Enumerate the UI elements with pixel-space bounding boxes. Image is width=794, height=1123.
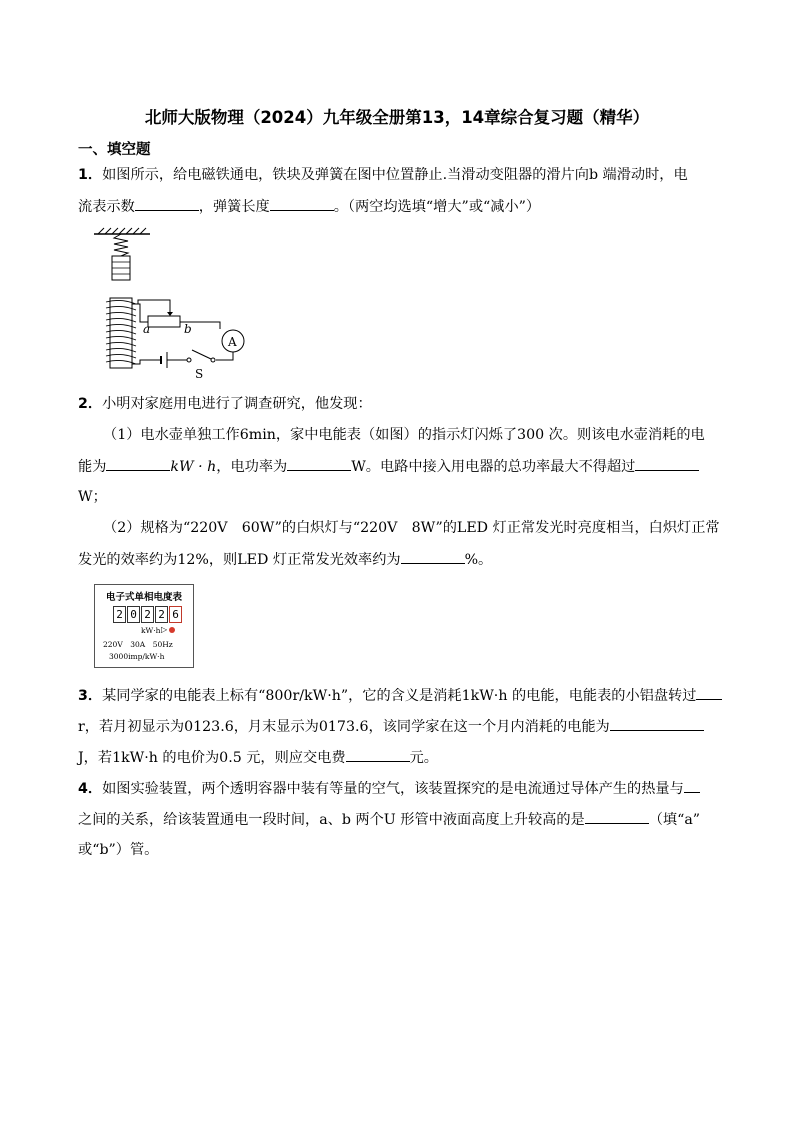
meter-digit: 2 xyxy=(141,606,154,623)
q1-text-2b: ，弹簧长度 xyxy=(198,199,270,215)
meter-digits xyxy=(113,606,183,623)
q3-blank-1[interactable] xyxy=(696,685,722,700)
electromagnet xyxy=(106,298,136,368)
led-dot-icon xyxy=(169,627,175,633)
electromagnet-circuit-figure xyxy=(88,226,258,386)
q1-line-1 xyxy=(78,165,688,185)
q2-p2-text-2b: %。 xyxy=(464,552,493,568)
q2-p1-line-3: W； xyxy=(78,489,107,505)
q3-blank-2[interactable] xyxy=(610,716,704,731)
page-title: 北师大版物理（2024）九年级全册第13，14章综合复习题（精华） xyxy=(144,108,650,127)
q2-unit-kwh: kW · h xyxy=(170,459,217,475)
q3-text-3b: 元。 xyxy=(409,750,438,766)
iron-block xyxy=(112,256,130,280)
q2-p1-line-2 xyxy=(78,456,699,477)
q1-text-1: 如图所示，给电磁铁通电，铁块及弹簧在图中位置静止.当滑动变阻器的滑片向b 端滑动时，电 xyxy=(102,167,688,183)
q2-p1-line-1: （1）电水壶单独工作6min，家中电能表（如图）的指示灯闪烁了300 次。则该电水壶消耗的电 xyxy=(103,427,705,443)
meter-led-label: ▷ xyxy=(161,625,168,634)
label-a: a xyxy=(143,322,151,336)
electric-meter-figure xyxy=(94,584,194,668)
q2-p2-text-2a: 发光的效率约为12%，则LED 灯正常发光效率约为 xyxy=(78,552,401,568)
q3-blank-3[interactable] xyxy=(346,747,410,762)
q2-p1-text-2c: W。电路中接入用电器的总功率最大不得超过 xyxy=(351,459,636,475)
q2-blank-4[interactable] xyxy=(401,549,465,564)
meter-unit: kW·h xyxy=(141,626,161,635)
q2-p2-line-2 xyxy=(78,549,492,570)
q2-blank-1[interactable] xyxy=(106,456,170,471)
q1-text-2c: 。（两空均选填“增大”或“减小”） xyxy=(333,199,541,215)
q4-text-1: 如图实验装置，两个透明容器中装有等量的空气，该装置探究的是电流通过导体产生的热量与 xyxy=(102,781,684,797)
q1-line-2 xyxy=(78,196,540,217)
q2-number: 2． xyxy=(78,396,103,412)
section-heading: 一、填空题 xyxy=(78,142,151,158)
meter-imp: 3000imp/kW·h xyxy=(109,652,165,661)
q1-blank-1[interactable] xyxy=(135,196,199,211)
meter-digit: 2 xyxy=(113,606,126,623)
q2-intro: 小明对家庭用电进行了调查研究，他发现： xyxy=(102,396,372,412)
meter-digit: 2 xyxy=(155,606,168,623)
q4-line-1 xyxy=(78,778,700,799)
q4-number: 4． xyxy=(78,781,103,797)
q3-line-2 xyxy=(78,716,704,737)
q3-text-3a: J，若1kW·h 的电价为0.5 元，则应交电费 xyxy=(78,750,346,766)
q1-blank-2[interactable] xyxy=(270,196,334,211)
q4-text-2a: 之间的关系，给该装置通电一段时间，a、b 两个U 形管中液面高度上升较高的是 xyxy=(78,812,585,828)
q3-line-1 xyxy=(78,685,722,706)
meter-led-indicator xyxy=(161,625,175,634)
q4-line-2 xyxy=(78,809,700,830)
switch xyxy=(187,350,215,362)
label-ammeter: A xyxy=(228,335,237,349)
battery xyxy=(161,352,167,368)
q4-blank-2[interactable] xyxy=(585,809,649,824)
meter-title: 电子式单相电度表 xyxy=(105,592,182,603)
label-switch: S xyxy=(195,367,204,381)
q2-blank-3[interactable] xyxy=(635,456,699,471)
q1-text-2a: 流表示数 xyxy=(78,199,135,215)
q4-blank-1[interactable] xyxy=(684,778,700,793)
q3-text-1: 某同学家的电能表上标有“800r/kW·h”，它的含义是消耗1kW·h 的电能，电能表的小铝盘转过 xyxy=(102,688,697,704)
q2-line-intro xyxy=(78,394,372,414)
q2-p2-line-1: （2）规格为“220V 60W”的白炽灯与“220V 8W”的LED 灯正常发光时亮度相当，白炽灯正常 xyxy=(103,520,720,536)
q2-blank-2[interactable] xyxy=(287,456,351,471)
q3-text-2: r，若月初显示为0123.6，月末显示为0173.6，该同学家在这一个月内消耗的电能为 xyxy=(78,719,610,735)
meter-specs: 220V 30A 50Hz xyxy=(103,640,173,649)
meter-digit-decimal: 6 xyxy=(169,606,182,623)
q2-p1-text-2b: ，电功率为 xyxy=(216,459,288,475)
q3-line-3 xyxy=(78,747,438,768)
q2-p1-text-2a: 能为 xyxy=(78,459,107,475)
q3-number: 3． xyxy=(78,688,103,704)
q4-line-3: 或“b”）管。 xyxy=(78,842,159,858)
meter-digit: 0 xyxy=(127,606,140,623)
q4-text-2b: （填“a” xyxy=(648,812,701,828)
q1-number: 1． xyxy=(78,167,103,183)
label-b: b xyxy=(184,322,192,336)
